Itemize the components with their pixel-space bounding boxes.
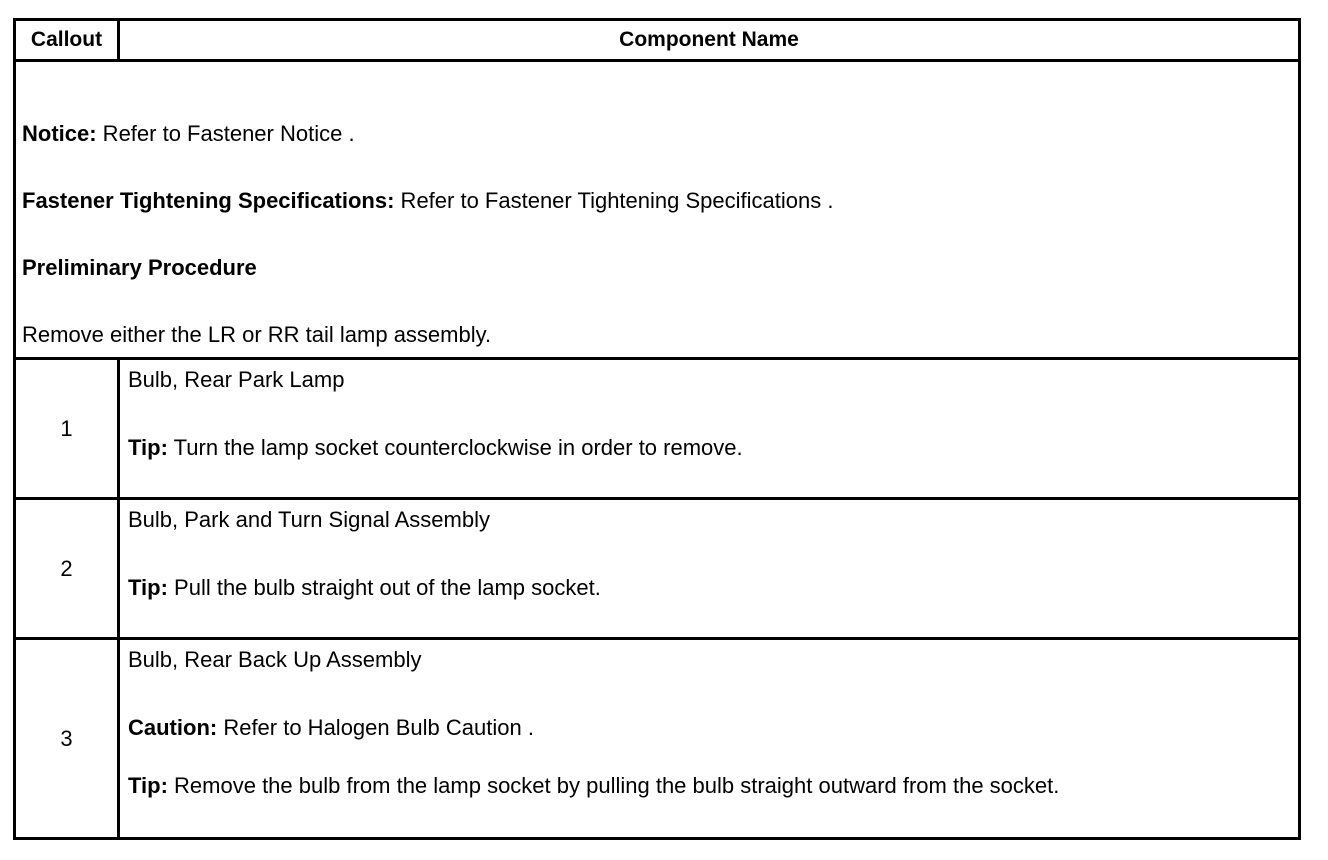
table-header-row	[15, 20, 1300, 61]
preliminary-text: Remove either the LR or RR tail lamp assembly.	[22, 322, 492, 347]
fastener-spec-label: Fastener Tightening Specifications:	[22, 188, 395, 213]
header-component-name: Component Name	[119, 20, 1300, 61]
preliminary-heading	[22, 252, 1298, 319]
fastener-spec-text: Refer to Fastener Tightening Specifications .	[394, 188, 834, 213]
callout-number: 2	[15, 499, 119, 639]
callout-number: 3	[15, 639, 119, 839]
tip-paragraph	[128, 772, 1298, 800]
tip-label: Tip:	[128, 575, 168, 600]
notice-label: Notice:	[22, 121, 97, 146]
preliminary-heading-text: Preliminary Procedure	[22, 255, 257, 280]
caution-paragraph	[128, 714, 1298, 742]
component-name: Bulb, Park and Turn Signal Assembly	[128, 507, 490, 532]
tip-text: Turn the lamp socket counterclockwise in order to remove.	[167, 435, 743, 460]
component-name: Bulb, Rear Park Lamp	[128, 367, 345, 392]
tip-paragraph	[128, 434, 1298, 462]
caution-text: Refer to Halogen Bulb Caution .	[217, 715, 534, 740]
tip-label: Tip:	[128, 773, 168, 798]
callout-number: 1	[15, 359, 119, 499]
tip-text: Remove the bulb from the lamp socket by pulling the bulb straight outward from the socket.	[167, 773, 1060, 798]
component-cell	[119, 639, 1300, 839]
component-table	[13, 18, 1301, 840]
tip-label: Tip:	[128, 435, 168, 460]
header-callout: Callout	[15, 20, 119, 61]
component-name: Bulb, Rear Back Up Assembly	[128, 647, 422, 672]
caution-label: Caution:	[128, 715, 218, 740]
table-row	[15, 359, 1300, 499]
component-cell	[119, 359, 1300, 499]
component-cell	[119, 499, 1300, 639]
tip-paragraph	[128, 574, 1298, 602]
notice-text: Refer to Fastener Notice .	[96, 121, 355, 146]
table-row	[15, 639, 1300, 839]
intro-cell	[15, 61, 1300, 359]
fastener-spec-paragraph	[22, 185, 1298, 252]
intro-row	[15, 61, 1300, 359]
notice-paragraph	[22, 118, 1298, 185]
table-row	[15, 499, 1300, 639]
tip-text: Pull the bulb straight out of the lamp socket.	[167, 575, 601, 600]
